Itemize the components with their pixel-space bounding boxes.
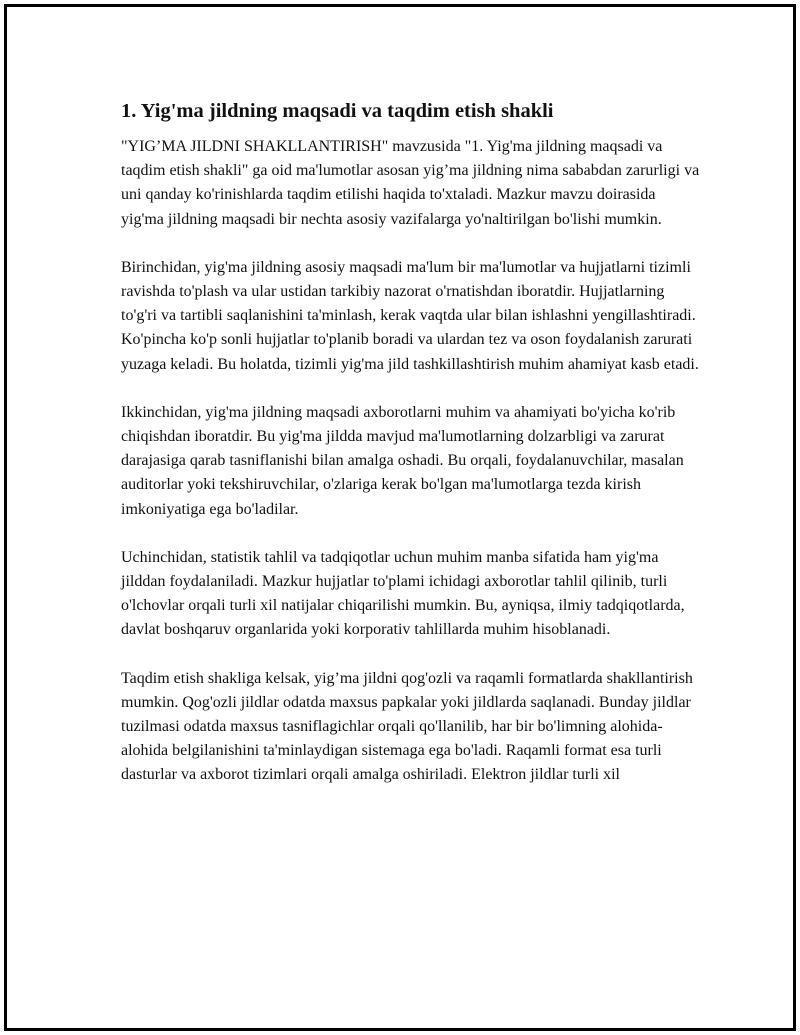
paragraph-third-purpose: Uchinchidan, statistik tahlil va tadqiqotlar uchun muhim manba sifatida ham yig'ma jilddan foydalaniladi. Mazkur hujjatlar to'plami ichidagi axborotlar tahlil qilinib, turli o'lchovlar orqali turli xil natijalar chiqarilishi mumkin. Bu, ayniqsa, ilmiy tadqiqotlarda, davlat boshqaruv organlarida yoki korporativ tahlillarda muhim hisoblanadi.	[121, 548, 685, 639]
paragraph-first-purpose: Birinchidan, yig'ma jildning asosiy maqsadi ma'lum bir ma'lumotlar va hujjatlarni tizimli ravishda to'plash va ular ustidan tarkibiy nazorat o'rnatishdan iboratdir. Hujjatlarning to'g'ri va tartibli saqlanishini ta'minlash, kerak vaqtda ular bilan ishlashni yengillashtiradi. Ko'pincha ko'p sonli hujjatlar to'planib boradi va ulardan tez va oson foydalanish zarurati yuzaga keladi. Bu holatda, tizimli yig'ma jild tashkillashtirish muhim ahamiyat kasb etadi.	[121, 258, 699, 373]
page-content	[121, 98, 701, 812]
paragraph-intro: "YIG’MA JILDNI SHAKLLANTIRISH" mavzusida "1. Yig'ma jildning maqsadi va taqdim etish shakli" ga oid ma'lumotlar asosan yig’ma jildning nima sababdan zarurligi va uni qanday ko'rinishlarda taqdim etilishi haqida to'xtaladi. Mazkur mavzu doirasida yig'ma jildning maqsadi bir nechta asosiy vazifalarga yo'naltirilgan bo'lishi mumkin.	[121, 138, 700, 228]
document-page	[4, 4, 796, 1031]
paragraph-presentation-form: Taqdim etish shakliga kelsak, yig’ma jildni qog'ozli va raqamli formatlarda shakllantirish mumkin. Qog'ozli jildlar odatda maxsus papkalar yoki jildlarda saqlanadi. Bunday jildlar tuzilmasi odatda maxsus tasniflagichlar orqali qo'llanilib, har bir bo'limning alohida-alohida belgilanishini ta'minlaydigan sistemaga ega bo'ladi. Raqamli format esa turli dasturlar va axborot tizimlari orqali amalga oshiriladi. Elektron jildlar turli xil	[121, 669, 693, 784]
section-heading: 1. Yig'ma jildning maqsadi va taqdim etish shakli	[121, 100, 554, 122]
paragraph-second-purpose: Ikkinchidan, yig'ma jildning maqsadi axborotlarni muhim va ahamiyati bo'yicha ko'rib chiqishdan iboratdir. Bu yig'ma jildda mavjud ma'lumotlarning dolzarbligi va zarurat darajasiga qarab tasniflanishi bilan amalga oshadi. Bu orqali, foydalanuvchilar, masalan auditorlar yoki tekshiruvchilar, o'zlariga kerak bo'lgan ma'lumotlarga tezda kirish imkoniyatiga ega bo'ladilar.	[121, 403, 684, 518]
